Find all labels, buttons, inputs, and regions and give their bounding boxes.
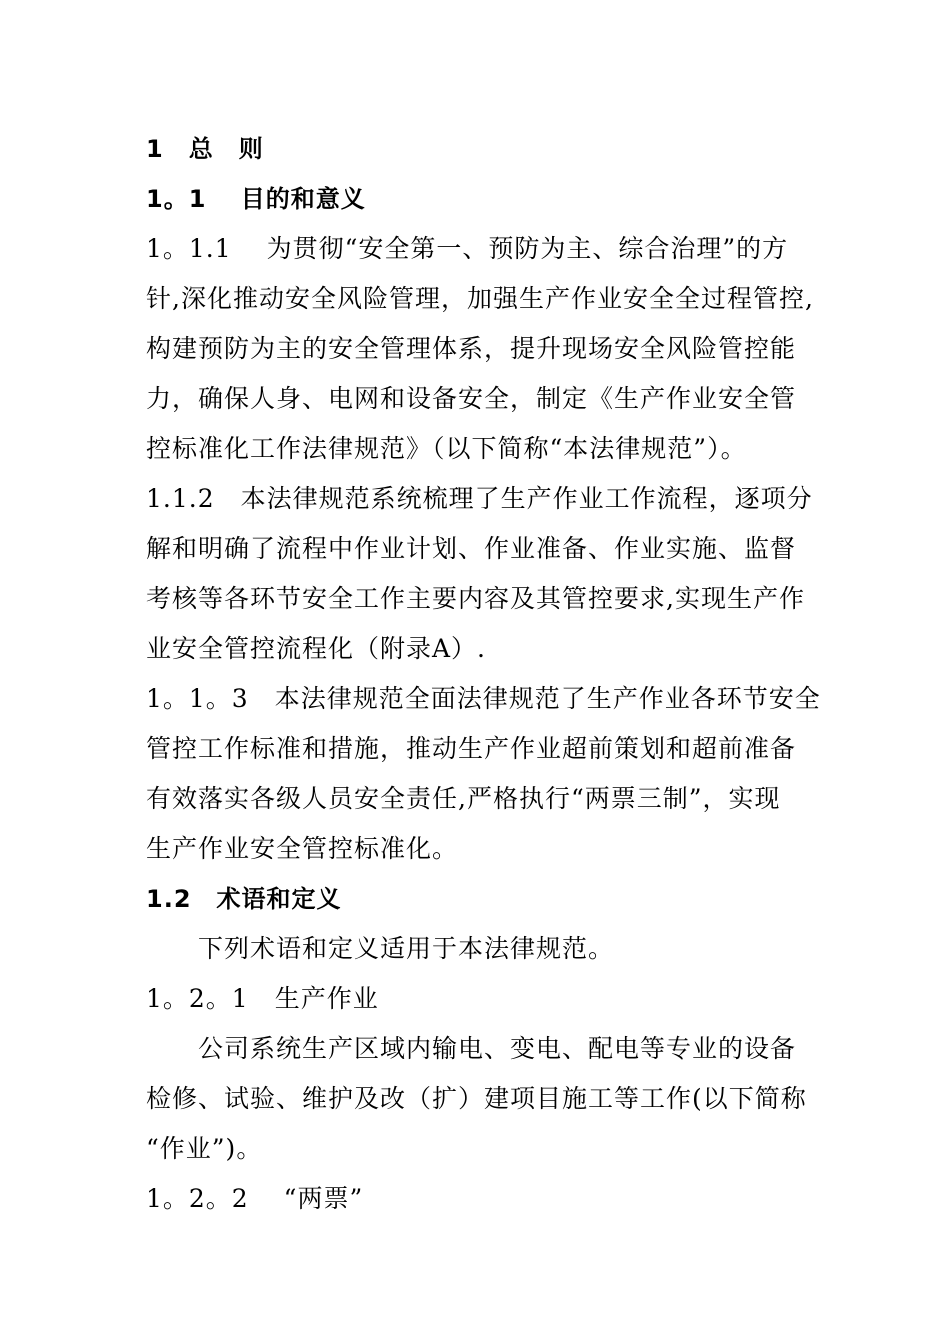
paragraph-line: 力，确保人身、电网和设备安全，制定《生产作业安全管: [146, 384, 797, 413]
paragraph-line: 公司系统生产区域内输电、变电、配电等专业的设备: [198, 1034, 797, 1063]
paragraph-line: 1.1.2 本法律规范系统梳理了生产作业工作流程，逐项分: [146, 484, 813, 513]
paragraph-line: 1。1.1 为贯彻“安全第一、预防为主、综合治理”的方: [146, 234, 789, 263]
paragraph-line: 检修、试验、维护及改（扩）建项目施工等工作(以下简称: [146, 1084, 807, 1113]
paragraph-line: 考核等各环节安全工作主要内容及其管控要求,实现生产作: [146, 584, 805, 613]
term-title-two-tickets: 1。2。2 “两票”: [146, 1184, 364, 1213]
paragraph-line: 解和明确了流程中作业计划、作业准备、作业实施、监督: [146, 534, 797, 563]
paragraph-line: 构建预防为主的安全管理体系，提升现场安全风险管控能: [146, 334, 797, 363]
paragraph-line: 1。1。3 本法律规范全面法律规范了生产作业各环节安全: [146, 684, 821, 713]
paragraph-line: 控标准化工作法律规范》（以下简称“本法律规范”）。: [146, 434, 747, 463]
paragraph-line: “作业”)。: [146, 1134, 263, 1163]
terms-intro: 下列术语和定义适用于本法律规范。: [198, 934, 615, 963]
term-title-production-work: 1。2。1 生产作业: [146, 984, 379, 1013]
chapter-heading: 1 总 则: [146, 135, 264, 163]
section-heading-terms: 1.2 术语和定义: [146, 885, 342, 913]
paragraph-line: 有效落实各级人员安全责任,严格执行“两票三制”，实现: [146, 784, 781, 813]
paragraph-line: 生产作业安全管控标准化。: [146, 834, 459, 863]
paragraph-line: 针,深化推动安全风险管理，加强生产作业安全全过程管控,: [146, 284, 814, 313]
section-heading-purpose: 1。1 目的和意义: [146, 185, 366, 213]
paragraph-line: 管控工作标准和措施，推动生产作业超前策划和超前准备: [146, 734, 797, 763]
paragraph-line: 业安全管控流程化（附录A）.: [146, 634, 487, 663]
